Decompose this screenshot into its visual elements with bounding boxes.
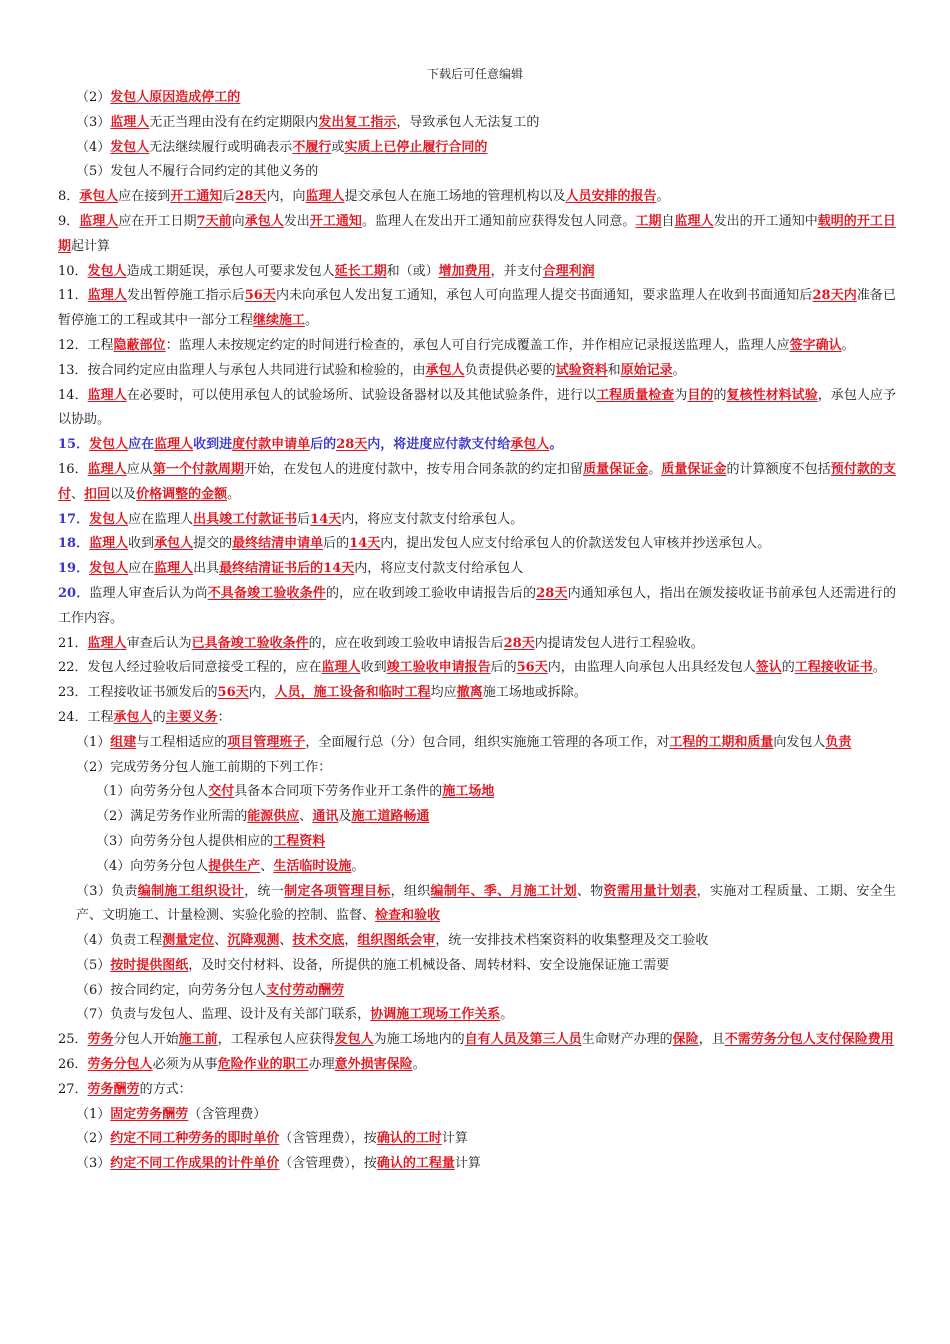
paragraph-text: ，及时交付材料、设备，所提供的施工机械设备、周转材料、安全设施保证施工需要 — [188, 957, 670, 973]
paragraph-text: 无法继续履行或明确表示 — [149, 139, 293, 155]
highlighted-term: 已具备竣工验收条件 — [191, 635, 309, 651]
paragraph-text: 后的 — [323, 536, 350, 552]
paragraph-text: 15． — [58, 437, 90, 453]
paragraph-text: 、 — [279, 933, 293, 949]
highlighted-term: 约定不同工种劳务的即时单价 — [110, 1131, 280, 1147]
paragraph-text: 。 — [412, 1057, 426, 1073]
paragraph-text: 生命财产办理的 — [581, 1032, 673, 1048]
highlighted-term: 28天 — [503, 635, 535, 651]
paragraph-text: （含管理费） — [188, 1106, 267, 1122]
document-body — [58, 86, 896, 1177]
highlighted-term: 主要义务 — [165, 709, 218, 725]
paragraph — [58, 1028, 896, 1053]
paragraph-text: 和 — [607, 362, 621, 378]
highlighted-term: 发包人 — [110, 139, 150, 155]
highlighted-term: 发包人 — [89, 561, 129, 577]
highlighted-term: 按时提供图纸 — [110, 957, 189, 973]
highlighted-term: 56天 — [244, 288, 277, 304]
highlighted-term: 撤离 — [456, 685, 483, 701]
paragraph-text: 12．工程 — [58, 337, 114, 353]
paragraph-text: 、 — [71, 486, 85, 502]
paragraph-text: 收到进 — [193, 437, 233, 453]
highlighted-term: 项目管理班子 — [227, 734, 306, 750]
paragraph-text: 内， — [248, 685, 275, 701]
paragraph-text: 26． — [58, 1057, 88, 1073]
paragraph-text: ，统一安排技术档案资料的收集整理及交工验收 — [435, 933, 709, 949]
paragraph-text: 应从 — [126, 461, 153, 477]
paragraph-text: 、 — [299, 809, 313, 825]
paragraph — [58, 433, 896, 458]
highlighted-term: 发出复工指示 — [318, 114, 397, 130]
paragraph — [58, 706, 896, 731]
paragraph-text: 或 — [331, 139, 345, 155]
highlighted-term: 确认的工时 — [376, 1131, 442, 1147]
paragraph-text: 应在监理人 — [128, 511, 194, 527]
highlighted-term: 复核性材料试验 — [726, 387, 818, 403]
paragraph-text: 。 — [227, 486, 241, 502]
paragraph-text: 。 — [500, 1007, 514, 1023]
highlighted-term: 检查和验收 — [375, 908, 441, 924]
paragraph-text: 19． — [58, 561, 90, 577]
paragraph-text: 。 — [305, 313, 319, 329]
paragraph-text: 内，由监理人向承包人出具经发包人 — [547, 660, 756, 676]
highlighted-term: 自有人员及第三人员 — [464, 1032, 582, 1048]
paragraph-text: 17． — [58, 511, 90, 527]
highlighted-term: 不具备竣工验收条件 — [207, 585, 326, 601]
highlighted-term: 监理人 — [87, 288, 127, 304]
paragraph-text: 和（或） — [386, 263, 439, 279]
paragraph-text: ， — [344, 933, 358, 949]
highlighted-term: 生活临时设施 — [273, 858, 352, 874]
paragraph-text: 24．工程 — [58, 709, 114, 725]
highlighted-term: 承包人 — [510, 437, 550, 453]
paragraph-text: 。 — [351, 858, 365, 874]
highlighted-term: 14天 — [349, 536, 381, 552]
paragraph-text: 内，将应支付款支付给承包人 — [354, 561, 524, 577]
paragraph-text: ，组织 — [390, 883, 431, 899]
highlighted-term: 编制施工组织设计 — [137, 883, 245, 899]
paragraph — [58, 656, 896, 681]
paragraph-text: 22．发包人经过验收后同意接受工程的，应在 — [58, 660, 322, 676]
highlighted-term: 7天前 — [196, 213, 232, 229]
highlighted-term: 负责 — [825, 734, 852, 750]
paragraph-text: ，工程承包人应获得 — [217, 1032, 335, 1048]
paragraph-text: 内，向 — [266, 189, 306, 205]
highlighted-term: 承包人 — [154, 536, 194, 552]
paragraph-text: 。 — [872, 660, 886, 676]
paragraph — [58, 855, 896, 880]
paragraph-text: 计算 — [441, 1131, 468, 1147]
paragraph-text: 应在 — [128, 437, 155, 453]
highlighted-term: 承包人 — [79, 189, 119, 205]
highlighted-term: 沉降观测 — [227, 933, 280, 949]
paragraph-text: 。 — [672, 362, 686, 378]
highlighted-term: 价格调整的金额 — [136, 486, 228, 502]
paragraph-text: 为 — [674, 387, 688, 403]
highlighted-term: 监理人 — [321, 660, 361, 676]
paragraph-text: 16． — [58, 461, 88, 477]
highlighted-term: 工期 — [635, 213, 662, 229]
highlighted-term: 延长工期 — [334, 263, 387, 279]
highlighted-term: 最终结清申请单 — [232, 536, 324, 552]
highlighted-term: 56天 — [516, 660, 548, 676]
paragraph-text: ，承包人应予以协助。 — [58, 387, 896, 428]
highlighted-term: 目的 — [687, 387, 714, 403]
paragraph-text: 的 — [781, 660, 795, 676]
paragraph — [58, 284, 896, 334]
highlighted-term: 签字确认 — [789, 337, 842, 353]
highlighted-term: 保险 — [672, 1032, 699, 1048]
paragraph-text: 内，将应支付款支付给承包人。 — [341, 511, 524, 527]
paragraph — [58, 185, 896, 210]
paragraph-text: 出具 — [193, 561, 220, 577]
paragraph-text: 应在接到 — [118, 189, 171, 205]
paragraph-text: （4）向劳务分包人 — [96, 858, 209, 874]
highlighted-term: 提供生产 — [208, 858, 261, 874]
highlighted-term: 工程的工期和质量 — [669, 734, 774, 750]
paragraph-text: ，全面履行总（分）包合同，组织实施施工管理的各项工作，对 — [305, 734, 670, 750]
paragraph — [58, 1078, 896, 1103]
highlighted-term: 继续施工 — [253, 313, 306, 329]
paragraph-text: 审查后认为 — [126, 635, 192, 651]
highlighted-term: 试验资料 — [555, 362, 608, 378]
highlighted-term: 施工前 — [178, 1032, 218, 1048]
paragraph-text: （6）按合同约定，向劳务分包人 — [76, 982, 267, 998]
paragraph-text: 25． — [58, 1032, 88, 1048]
paragraph-text: （4）负责工程 — [76, 933, 163, 949]
paragraph-text: （2）满足劳务作业所需的 — [96, 809, 248, 825]
highlighted-term: 监理人 — [154, 561, 194, 577]
paragraph-text: 向发包人 — [773, 734, 826, 750]
paragraph-text: 以及 — [110, 486, 137, 502]
paragraph — [58, 136, 896, 161]
paragraph-text: 向 — [231, 213, 245, 229]
highlighted-term: 28天 — [536, 585, 568, 601]
highlighted-term: 劳务 — [87, 1032, 114, 1048]
highlighted-term: 制定各项管理目标 — [284, 883, 391, 899]
paragraph-text: 后 — [297, 511, 311, 527]
highlighted-term: 施工道路畅通 — [351, 809, 430, 825]
highlighted-term: 工程质量检查 — [596, 387, 675, 403]
paragraph-text: 后 — [222, 189, 236, 205]
paragraph-text: 的，应在收到竣工验收申请报告后 — [308, 635, 504, 651]
paragraph-text: 13．按合同约定应由监理人与承包人共同进行试验和检验的，由 — [58, 362, 426, 378]
paragraph-text: 准备已暂停施工的工程或其中一部分工程 — [58, 288, 896, 329]
paragraph-text: 、物 — [576, 883, 604, 899]
paragraph-text: 发出 — [283, 213, 310, 229]
paragraph-text: 。 — [549, 437, 563, 453]
paragraph-text: 开始，在发包人的进度付款中，按专用合同条款的约定扣留 — [244, 461, 584, 477]
highlighted-term: 隐蔽部位 — [113, 337, 166, 353]
highlighted-term: 监理人 — [89, 536, 129, 552]
highlighted-term: 交付 — [208, 784, 235, 800]
highlighted-term: 施工场地 — [442, 784, 495, 800]
paragraph-text: ，统一 — [244, 883, 285, 899]
highlighted-term: 支付劳动酬劳 — [266, 982, 345, 998]
highlighted-term: 承包人 — [425, 362, 465, 378]
paragraph — [58, 1103, 896, 1128]
highlighted-term: 工程资料 — [273, 833, 326, 849]
paragraph-text: （3）向劳务分包人提供相应的 — [96, 833, 274, 849]
paragraph-text: 分包人开始 — [113, 1032, 179, 1048]
paragraph-text: 提交的 — [193, 536, 233, 552]
paragraph — [58, 210, 896, 260]
paragraph-text: 施工场地或拆除。 — [482, 685, 587, 701]
paragraph-text: （7）负责与发包人、监理、设计及有关部门联系， — [76, 1007, 371, 1023]
paragraph-text: 具备本合同项下劳务作业开工条件的 — [234, 784, 443, 800]
highlighted-term: 竣工验收申请报告 — [386, 660, 491, 676]
paragraph-text: 的 — [713, 387, 727, 403]
paragraph-text: 。 — [648, 461, 662, 477]
highlighted-term: 增加费用 — [438, 263, 491, 279]
paragraph-text: 内提请发包人进行工程验收。 — [534, 635, 704, 651]
paragraph-text: 的 — [152, 709, 166, 725]
paragraph-text: 23．工程接收证书颁发后的 — [58, 685, 218, 701]
highlighted-term: 监理人 — [674, 213, 714, 229]
highlighted-term: 劳务酬劳 — [87, 1081, 140, 1097]
highlighted-term: 实质上已停止履行合同的 — [344, 139, 488, 155]
highlighted-term: 编制年、季、月施工计划 — [430, 883, 577, 899]
highlighted-term: 能源供应 — [247, 809, 300, 825]
paragraph-text: 及 — [338, 809, 352, 825]
paragraph-text: 、 — [214, 933, 228, 949]
paragraph-text: 14． — [58, 387, 88, 403]
paragraph — [58, 632, 896, 657]
paragraph-text: 的方式： — [139, 1081, 192, 1097]
highlighted-term: 人员，施工设备和临时工程 — [274, 685, 431, 701]
paragraph — [58, 880, 896, 930]
paragraph-text: 。监理人在发出开工通知前应获得发包人同意。 — [361, 213, 636, 229]
paragraph-text: 20． — [58, 585, 90, 601]
paragraph-text: 负责提供必要的 — [464, 362, 556, 378]
highlighted-term: 监理人 — [154, 437, 194, 453]
paragraph-text: （含管理费），按 — [279, 1156, 377, 1172]
highlighted-term: 监理人 — [110, 114, 150, 130]
paragraph-text: 造成工期延误，承包人可要求发包人 — [126, 263, 335, 279]
paragraph-text: 发出暂停施工指示后 — [126, 288, 245, 304]
paragraph-text: 18． — [58, 536, 90, 552]
highlighted-term: 质量保证金 — [583, 461, 649, 477]
highlighted-term: 出具竣工付款证书 — [193, 511, 298, 527]
highlighted-term: 56天 — [217, 685, 249, 701]
highlighted-term: 监理人 — [79, 213, 119, 229]
paragraph — [58, 830, 896, 855]
paragraph-text: 内未向承包人发出复工通知，承包人可向监理人提交书面通知，要求监理人在收到书面通知后 — [276, 288, 813, 304]
paragraph-text: （1） — [76, 734, 111, 750]
page-header: 下载后可任意编辑 — [426, 67, 523, 81]
paragraph — [58, 334, 896, 359]
paragraph-text: （1） — [76, 1106, 111, 1122]
paragraph-text: 收到 — [360, 660, 387, 676]
paragraph — [58, 359, 896, 384]
highlighted-term: 发包人 — [334, 1032, 374, 1048]
paragraph — [58, 557, 896, 582]
paragraph-text: ： — [217, 709, 231, 725]
highlighted-term: 固定劳务酬劳 — [110, 1106, 189, 1122]
highlighted-term: 协调施工现场工作关系 — [370, 1007, 501, 1023]
highlighted-term: 发包人 — [89, 437, 129, 453]
paragraph — [58, 979, 896, 1004]
highlighted-term: 签认 — [755, 660, 782, 676]
highlighted-term: 人员安排的报告 — [565, 189, 657, 205]
paragraph-text: 应在 — [128, 561, 155, 577]
paragraph-text: （2）完成劳务分包人施工前期的下列工作： — [76, 759, 332, 775]
paragraph-text: （3）负责 — [76, 883, 138, 899]
paragraph-text: 监理人审查后认为尚 — [89, 585, 208, 601]
paragraph-text: 11． — [58, 288, 88, 304]
paragraph-text: 21． — [58, 635, 88, 651]
paragraph-text: 发出的开工通知中 — [713, 213, 818, 229]
paragraph — [58, 86, 896, 111]
paragraph-text: （5）发包人不履行合同约定的其他义务的 — [76, 164, 319, 180]
paragraph — [58, 160, 896, 185]
paragraph-text: 8． — [58, 189, 80, 205]
highlighted-term: 监理人 — [87, 387, 127, 403]
highlighted-term: 危险作业的职工 — [217, 1057, 309, 1073]
highlighted-term: 28天内 — [812, 288, 857, 304]
paragraph-text: 27． — [58, 1081, 88, 1097]
highlighted-term: 承包人 — [113, 709, 153, 725]
paragraph — [58, 681, 896, 706]
highlighted-term: 度付款申请单 — [232, 437, 311, 453]
highlighted-term: 通讯 — [312, 809, 339, 825]
paragraph — [58, 929, 896, 954]
paragraph — [58, 1053, 896, 1078]
highlighted-term: 预付款的支付 — [58, 461, 896, 502]
paragraph — [58, 1127, 896, 1152]
highlighted-term: 组织图纸会审 — [357, 933, 436, 949]
highlighted-term: 组建 — [110, 734, 137, 750]
paragraph-text: ，实施对工程质量、工期、安全生产、文明施工、计量检测、实验化验的控制、监督、 — [76, 883, 896, 924]
paragraph — [58, 1152, 896, 1177]
paragraph-text: （3） — [76, 114, 111, 130]
paragraph-text: 起计算 — [71, 238, 111, 254]
paragraph-text: ：监理人未按规定约定的时间进行检查的，承包人可自行完成覆盖工作，并作相应记录报送监理人，监理人应 — [165, 337, 790, 353]
paragraph-text: 。 — [841, 337, 855, 353]
highlighted-term: 监理人 — [305, 189, 345, 205]
highlighted-term: 约定不同工作成果的计件单价 — [110, 1156, 280, 1172]
paragraph-text: 必须为从事 — [152, 1057, 218, 1073]
paragraph-text: 应在开工日期 — [118, 213, 197, 229]
highlighted-term: 发包人原因造成停工的 — [110, 90, 241, 105]
highlighted-term: 资需用量计划表 — [603, 883, 697, 899]
paragraph-text: （3） — [76, 1156, 111, 1172]
highlighted-term: 不履行 — [292, 139, 332, 155]
highlighted-term: 确认的工程量 — [376, 1156, 455, 1172]
highlighted-term: 载明的开工日期 — [58, 213, 896, 254]
highlighted-term: 监理人 — [87, 635, 127, 651]
paragraph-text: 无正当理由没有在约定期限内 — [149, 114, 319, 130]
highlighted-term: 28天 — [336, 437, 368, 453]
paragraph — [58, 384, 896, 434]
paragraph — [58, 780, 896, 805]
paragraph-text: （2） — [76, 90, 111, 105]
highlighted-term: 扣回 — [84, 486, 111, 502]
paragraph — [58, 756, 896, 781]
paragraph-text: （含管理费），按 — [279, 1131, 377, 1147]
paragraph-text: 、 — [260, 858, 274, 874]
paragraph-text: 收到 — [128, 536, 155, 552]
paragraph-text: 10． — [58, 263, 88, 279]
paragraph — [58, 532, 896, 557]
paragraph — [58, 111, 896, 136]
highlighted-term: 技术交底 — [292, 933, 345, 949]
paragraph-text: ，导致承包人无法复工的 — [396, 114, 540, 130]
highlighted-term: 发包人 — [89, 511, 129, 527]
paragraph-text: 的计算额度不包括 — [726, 461, 831, 477]
paragraph-text: （2） — [76, 1131, 111, 1147]
paragraph-text: 办理 — [308, 1057, 335, 1073]
paragraph-text: 为施工场地内的 — [373, 1032, 465, 1048]
highlighted-term: 发包人 — [87, 263, 127, 279]
highlighted-term: 监理人 — [87, 461, 127, 477]
highlighted-term: 最终结清证书后的14天 — [219, 561, 355, 577]
paragraph — [58, 508, 896, 533]
paragraph-text: 自 — [661, 213, 675, 229]
paragraph — [58, 582, 896, 632]
paragraph — [58, 260, 896, 285]
paragraph-text: 内，提出发包人应支付给承包人的价款送发包人审核并抄送承包人。 — [380, 536, 771, 552]
paragraph-text: 与工程相适应的 — [136, 734, 228, 750]
paragraph-text: 内通知承包人，指出在颁发接收证书前承包人还需进行的工作内容。 — [58, 585, 896, 626]
highlighted-term: 合理利润 — [542, 263, 595, 279]
highlighted-term: 工程接收证书 — [794, 660, 873, 676]
paragraph — [58, 805, 896, 830]
highlighted-term: 不需劳务分包人支付保险费用 — [724, 1032, 894, 1048]
highlighted-term: 开工通知 — [170, 189, 223, 205]
highlighted-term: 28天 — [235, 189, 267, 205]
highlighted-term: 原始记录 — [620, 362, 673, 378]
paragraph — [58, 1003, 896, 1028]
paragraph-text: 在必要时，可以使用承包人的试验场所、试验设备器材以及其他试验条件，进行以 — [126, 387, 597, 403]
paragraph-text: 。 — [656, 189, 670, 205]
highlighted-term: 开工通知 — [309, 213, 362, 229]
paragraph-text: （4） — [76, 139, 111, 155]
highlighted-term: 质量保证金 — [661, 461, 727, 477]
highlighted-term: 劳务分包人 — [87, 1057, 153, 1073]
paragraph-text: 后的 — [490, 660, 517, 676]
highlighted-term: 意外损害保险 — [334, 1057, 413, 1073]
paragraph — [58, 954, 896, 979]
paragraph — [58, 458, 896, 508]
paragraph — [58, 731, 896, 756]
highlighted-term: 14天 — [310, 511, 342, 527]
paragraph-text: ，并支付 — [490, 263, 543, 279]
paragraph-text: 计算 — [454, 1156, 481, 1172]
highlighted-term: 测量定位 — [162, 933, 215, 949]
paragraph-text: 均应 — [430, 685, 457, 701]
paragraph-text: 9． — [58, 213, 80, 229]
paragraph-text: 内，将进度应付款支付给 — [367, 437, 511, 453]
paragraph-text: 后的 — [310, 437, 337, 453]
highlighted-term: 第一个付款周期 — [152, 461, 245, 477]
highlighted-term: 承包人 — [244, 213, 284, 229]
paragraph-text: （1）向劳务分包人 — [96, 784, 209, 800]
paragraph-text: ，且 — [698, 1032, 725, 1048]
paragraph-text: 提交承包人在施工场地的管理机构以及 — [344, 189, 566, 205]
paragraph-text: （5） — [76, 957, 111, 973]
paragraph-text: 的，应在收到竣工验收申请报告后的 — [325, 585, 537, 601]
